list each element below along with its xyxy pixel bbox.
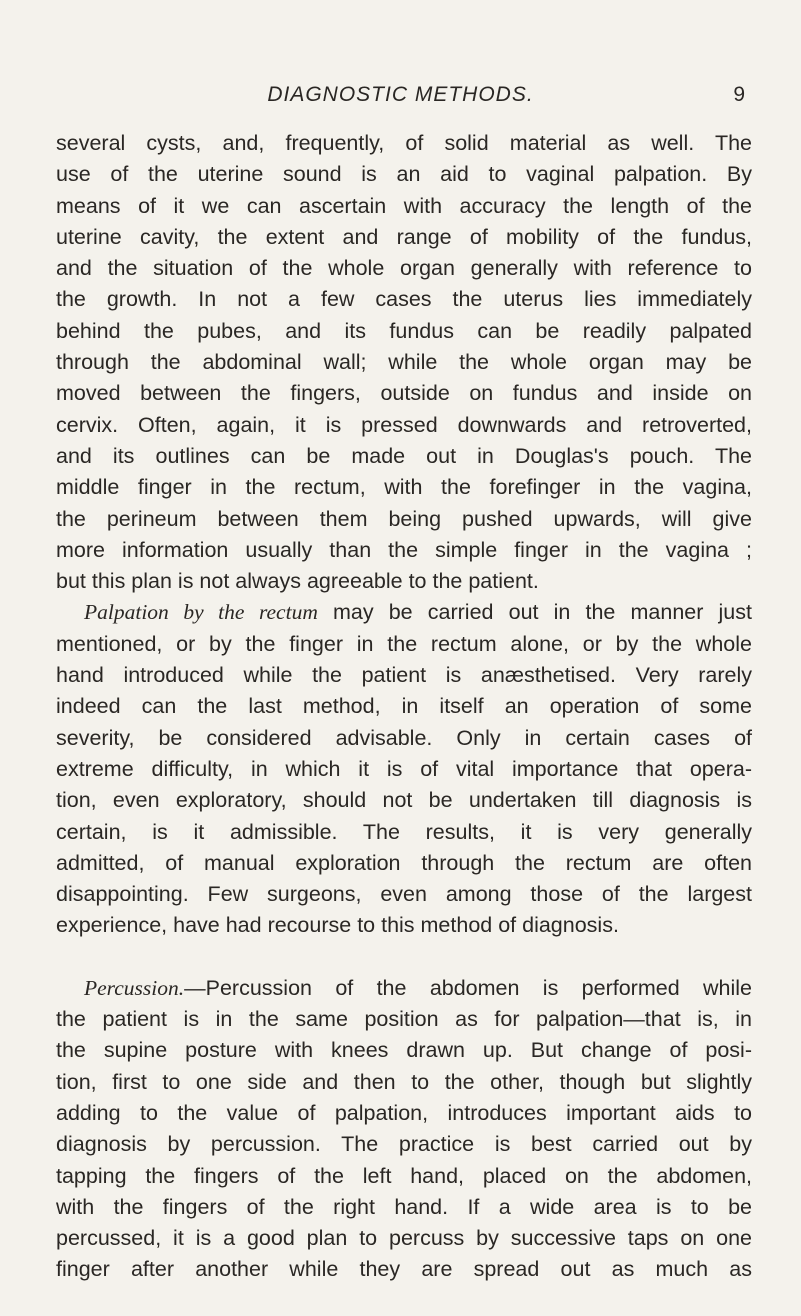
text-line: more information usually than the simple finger in the vagina ;	[56, 537, 752, 562]
text-line: mentioned, or by the finger in the rectum alone, or by the whole	[56, 631, 752, 656]
paragraph-first-line	[56, 973, 752, 1004]
text-line: admitted, of manual exploration through the rectum are often	[56, 850, 752, 875]
text-line: percussed, it is a good plan to percuss by successive taps on one	[56, 1226, 752, 1251]
text-line: uterine cavity, the extent and range of mobility of the fundus,	[56, 224, 752, 249]
text-line: and the situation of the whole organ generally with reference to	[56, 256, 752, 281]
text-line: the supine posture with knees drawn up. But change of posi-	[56, 1038, 752, 1063]
text-line: several cysts, and, frequently, of solid material as well. The	[56, 131, 752, 155]
text-line: experience, have had recourse to this method of diagnosis.	[56, 913, 619, 938]
text-line: indeed can the last method, in itself an operation of some	[56, 694, 752, 719]
text-line: finger after another while they are spread out as much as	[56, 1257, 752, 1282]
text-line: the perineum between them being pushed upwards, will give	[56, 506, 752, 531]
text-line: the patient is in the same position as for palpation—that is, in	[56, 1007, 752, 1032]
text-line: moved between the fingers, outside on fundus and inside on	[56, 381, 752, 406]
text-line: diagnosis by percussion. The practice is best carried out by	[56, 1132, 752, 1157]
paragraph-spacer	[56, 942, 752, 973]
text-line: behind the pubes, and its fundus can be readily palpated	[56, 318, 752, 343]
text-line: but this plan is not always agreeable to the patient.	[56, 569, 539, 594]
text-line: through the abdominal wall; while the whole organ may be	[56, 350, 752, 375]
running-title: DIAGNOSTIC METHODS.	[267, 83, 534, 106]
running-head	[0, 83, 801, 113]
page-number: 9	[733, 83, 745, 106]
text-line: extreme difficulty, in which it is of vital importance that opera-	[56, 756, 752, 781]
text-run: may be carried out in the manner just	[317, 600, 752, 625]
text-line: adding to the value of palpation, introduces important aids to	[56, 1100, 752, 1125]
text-line: hand introduced while the patient is anæsthetised. Very rarely	[56, 663, 752, 688]
text-line: and its outlines can be made out in Douglas's pouch. The	[56, 443, 752, 468]
text-line: tapping the fingers of the left hand, placed on the abdomen,	[56, 1163, 752, 1188]
body-text	[56, 128, 752, 1286]
text-line: tion, even exploratory, should not be undertaken till diagnosis is	[56, 788, 752, 813]
text-line: disappointing. Few surgeons, even among those of the largest	[56, 882, 752, 907]
text-line: tion, first to one side and then to the other, though but slightly	[56, 1069, 752, 1094]
text-line: use of the uterine sound is an aid to vaginal palpation. By	[56, 162, 752, 187]
text-line: cervix. Often, again, it is pressed downwards and retroverted,	[56, 412, 752, 437]
section-heading: Percussion.	[84, 975, 185, 1000]
text-line: means of it we can ascertain with accuracy the length of the	[56, 193, 752, 218]
text-line: severity, be considered advisable. Only in certain cases of	[56, 725, 752, 750]
text-line: middle finger in the rectum, with the forefinger in the vagina,	[56, 475, 752, 500]
text-line: with the fingers of the right hand. If a wide area is to be	[56, 1194, 752, 1219]
text-line: the growth. In not a few cases the uterus lies immediately	[56, 287, 752, 312]
paragraph-first-line	[56, 597, 752, 628]
text-line: certain, is it admissible. The results, it is very generally	[56, 819, 752, 844]
text-run: —Percussion of the abdomen is performed while	[184, 975, 752, 1000]
section-heading: Palpation by the rectum	[84, 600, 318, 625]
